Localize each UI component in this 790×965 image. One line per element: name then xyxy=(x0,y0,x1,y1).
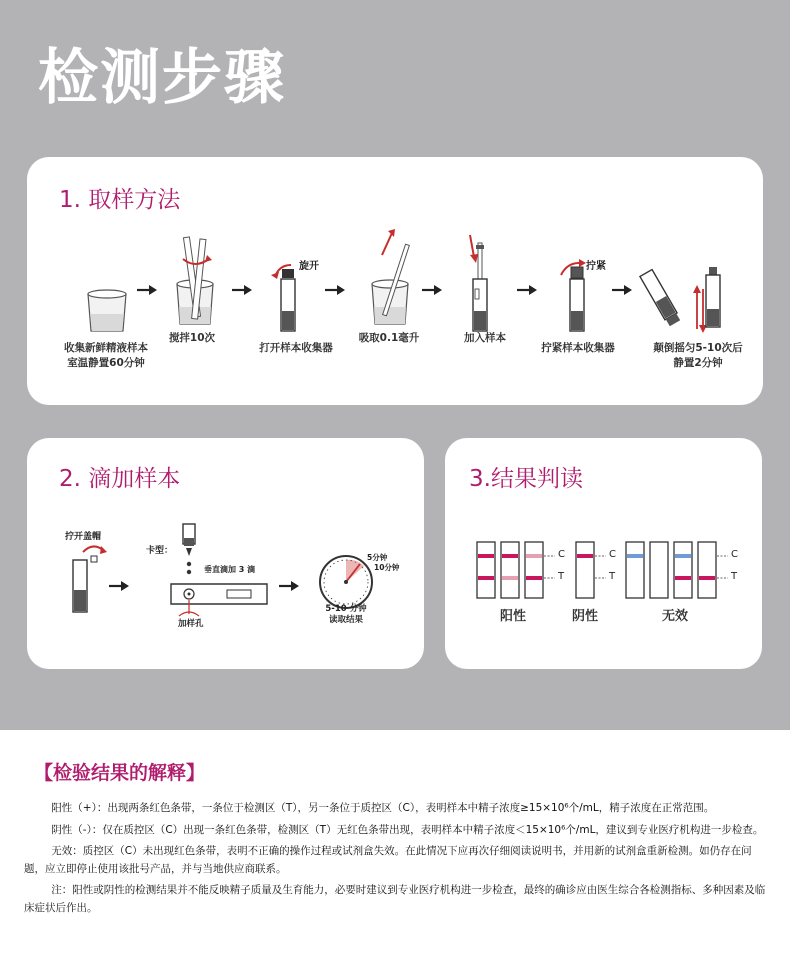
invalid-label: 无效 xyxy=(661,609,688,624)
step-invert xyxy=(639,249,757,371)
negative-strip xyxy=(576,542,606,598)
flow-arrow-icon xyxy=(279,580,299,592)
invert-shake-icon xyxy=(639,249,757,339)
page-title: 检测步骤 xyxy=(38,43,286,113)
interpretation-title: 【检验结果的解释】 xyxy=(34,762,206,784)
timer-10min-label: 10分钟 xyxy=(374,563,400,572)
c-label-positive: C xyxy=(558,549,565,560)
t-label-positive: T xyxy=(558,571,565,582)
step-tighten xyxy=(523,249,633,356)
card-type-label: 卡型： xyxy=(146,546,174,556)
sampling-title: 1. 取样方法 xyxy=(59,187,181,213)
c-label-invalid: C xyxy=(731,549,738,560)
t-label-negative: T xyxy=(609,571,616,582)
t-label-invalid: T xyxy=(731,571,738,582)
interpretation-negative: 阴性（-）：仅在质控区（C）出现一条红色条带，检测区（T）无红色条带出现，表明样本中精子浓度＜15×10⁶个/mL，建议到专业医疗机构进一步检查。 xyxy=(51,823,764,836)
timer-5min-label: 5分钟 xyxy=(367,553,388,562)
stir-cup-icon xyxy=(137,229,247,339)
result-title: 3.结果判读 xyxy=(469,466,583,492)
sampling-card xyxy=(27,157,763,405)
result-strips-diagram xyxy=(465,534,755,604)
interpretation-note: 注：阳性或阴性的检测结果并不能反映精子质量及生育能力，必要时建议到专业医疗机构进一步检查，最终的确诊应由医生综合各检测指标、多种因素及临床症状后作出。 xyxy=(24,884,766,914)
step-pipette-caption: 吸取0.1毫升 xyxy=(358,332,420,344)
read-result-label: 5-10 分钟 读取结果 xyxy=(325,604,367,625)
tighten-label: 拧紧 xyxy=(586,261,606,272)
positive-strips xyxy=(477,542,555,598)
result-card xyxy=(445,438,762,669)
cap-label: 拧开盖帽 xyxy=(65,532,102,542)
step-collect-caption: 收集新鲜精液样本 室温静置60分钟 xyxy=(64,342,148,369)
step-add-caption: 加入样本 xyxy=(464,332,506,344)
step-stir xyxy=(137,229,247,346)
step-tighten-caption: 拧紧样本收集器 xyxy=(541,342,615,354)
interpretation-body xyxy=(24,800,770,921)
positive-label: 阳性 xyxy=(499,609,526,624)
negative-label: 阴性 xyxy=(571,609,598,624)
step-open-caption: 打开样本收集器 xyxy=(259,342,333,354)
flow-arrow-icon xyxy=(109,580,129,592)
flow-arrow-icon xyxy=(612,284,632,296)
add-sample-title: 2. 滴加样本 xyxy=(59,466,181,492)
step-invert-caption: 颠倒摇匀5-10次后 静置2分钟 xyxy=(653,342,743,369)
interpretation-invalid: 无效：质控区（C）未出现红色条带，表明不正确的操作过程或试剂盒失效。在此情况下应再次仔细阅读说明书，并用新的试剂盒重新检测。如仍存在问题，应立即停止使用该批号产品，并与当地供应商联系。 xyxy=(24,845,752,875)
step-stir-caption: 搅拌10次 xyxy=(168,332,216,344)
drop-label: 垂直滴加 3 滴 xyxy=(204,565,256,574)
open-label: 旋开 xyxy=(299,261,319,272)
add-sample-card xyxy=(27,438,424,669)
c-label-negative: C xyxy=(609,549,616,560)
invalid-strips xyxy=(626,542,728,598)
well-label: 加样孔 xyxy=(178,619,204,629)
interpretation-positive: 阳性（+）：出现两条红色条带，一条位于检测区（T），另一条位于质控区（C），表明样本中精子浓度≥15×10⁶个/mL，精子浓度在正常范围。 xyxy=(51,802,715,814)
